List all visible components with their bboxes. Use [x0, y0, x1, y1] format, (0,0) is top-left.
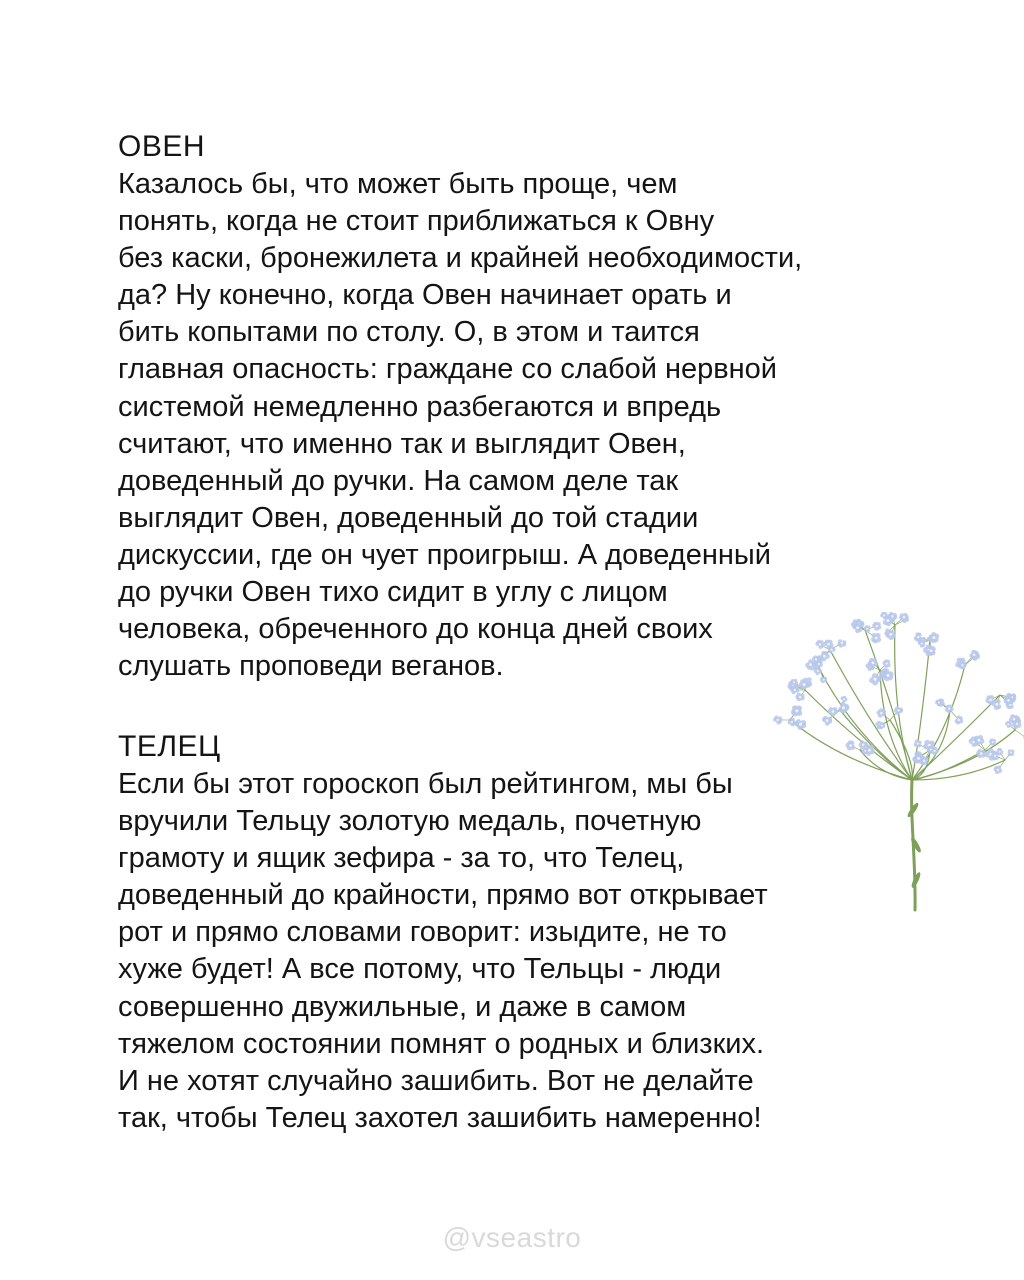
body-line: тяжелом состоянии помнят о родных и близких.: [118, 1027, 765, 1060]
body-line: человека, обреченного до конца дней своих: [118, 613, 713, 646]
section-title-telec: ТЕЛЕЦ: [118, 730, 221, 763]
body-line: главная опасность: граждане со слабой нервной: [118, 353, 777, 386]
body-line: так, чтобы Телец захотел зашибить намеренно!: [118, 1101, 762, 1134]
body-line: И не хотят случайно зашибить. Вот не делайте: [118, 1064, 754, 1097]
section-oven: [118, 128, 918, 685]
gypsophila-flower-icon: [770, 610, 1024, 920]
body-line: да? Ну конечно, когда Овен начинает орать и: [118, 279, 732, 312]
body-line: рот и прямо словами говорит: изыдите, не то: [118, 916, 727, 949]
body-line: грамоту и ящик зефира - за то, что Телец,: [118, 842, 685, 875]
body-line: Казалось бы, что может быть проще, чем: [118, 168, 678, 200]
body-line: вручили Тельцу золотую медаль, почетную: [118, 805, 702, 838]
body-line: без каски, бронежилета и крайней необходимости,: [118, 242, 803, 275]
section-telec: [118, 728, 768, 1137]
body-line: бить копытами по столу. О, в этом и таится: [118, 316, 700, 349]
section-title-oven: ОВЕН: [118, 130, 206, 163]
article: [118, 128, 918, 1134]
body-line: Если бы этот гороскоп был рейтингом, мы бы: [118, 768, 733, 800]
body-line: системой немедленно разбегаются и впредь: [118, 390, 722, 423]
body-line: доведенный до ручки. На самом деле так: [118, 464, 679, 497]
body-line: хуже будет! А все потому, что Тельцы - люди: [118, 953, 722, 986]
body-line: до ручки Овен тихо сидит в углу с лицом: [118, 576, 668, 609]
body-line: дискуссии, где он чует проигрыш. А доведенный: [118, 538, 771, 571]
body-line: выглядит Овен, доведенный до той стадии: [118, 501, 699, 534]
body-line: доведенный до крайности, прямо вот открывает: [118, 879, 768, 912]
watermark: @vseastro: [442, 1222, 582, 1253]
body-line: понять, когда не стоит приближаться к Овну: [118, 205, 715, 238]
section-body-oven: [118, 166, 918, 685]
body-line: слушать проповеди веганов.: [118, 650, 504, 683]
body-line: совершенно двужильные, и даже в самом: [118, 990, 687, 1023]
body-line: считают, что именно так и выглядит Овен,: [118, 427, 686, 460]
section-body-telec: [118, 766, 768, 1137]
